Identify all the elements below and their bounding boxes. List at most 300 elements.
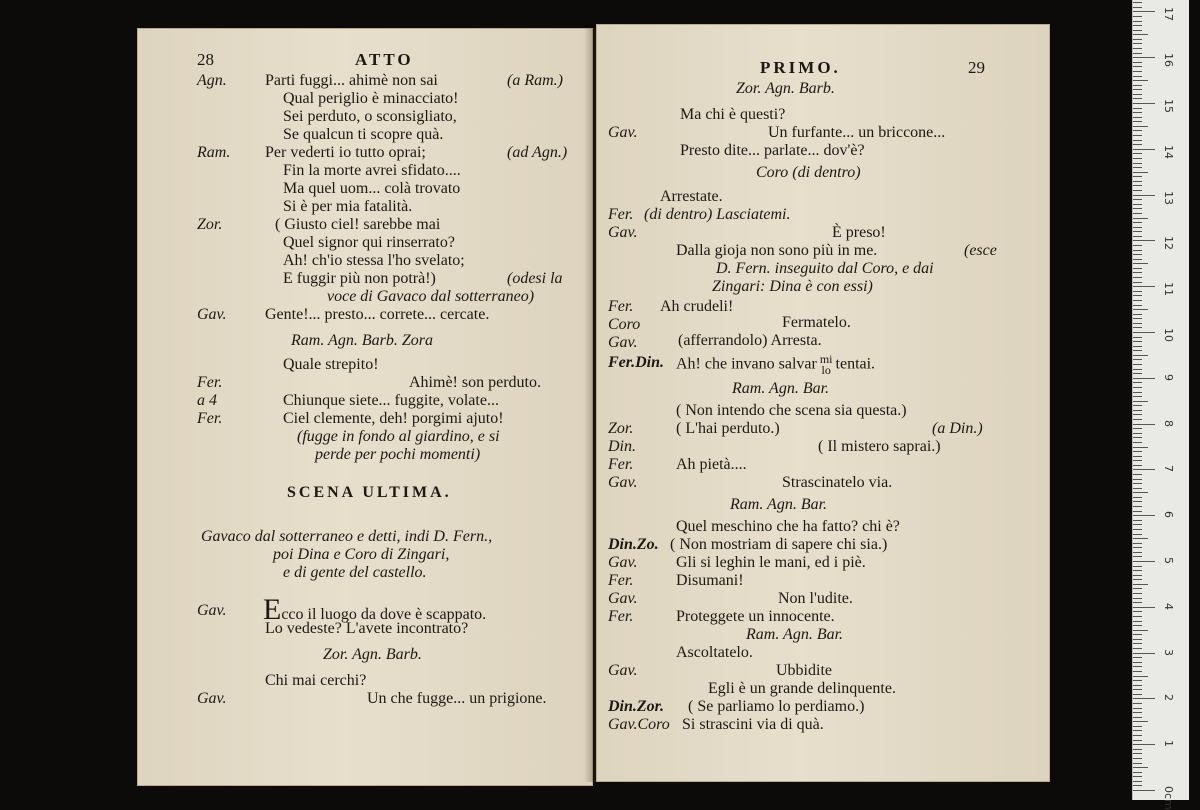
group-heading: Zor. Agn. Barb. bbox=[736, 80, 835, 97]
ruler-tick bbox=[1133, 401, 1148, 402]
ruler-tick bbox=[1133, 447, 1148, 448]
stage-direction: Coro (di dentro) bbox=[756, 164, 861, 181]
speaker-label: Gav. bbox=[608, 474, 638, 491]
ruler-tick bbox=[1133, 625, 1142, 626]
ruler-tick bbox=[1133, 534, 1142, 535]
ruler-tick bbox=[1133, 474, 1142, 475]
ruler-label: 15 bbox=[1162, 99, 1175, 113]
ruler-tick bbox=[1133, 483, 1142, 484]
ruler-tick bbox=[1133, 634, 1142, 635]
speaker-label: Zor. bbox=[608, 420, 634, 437]
verse-line: Sei perduto, o sconsigliato, bbox=[283, 108, 457, 125]
scene-description: poi Dina e Coro di Zingari, bbox=[273, 546, 450, 563]
ruler-label: 3 bbox=[1162, 648, 1175, 656]
ruler-tick bbox=[1133, 721, 1148, 722]
ruler-label: 11 bbox=[1162, 282, 1175, 297]
ruler-tick bbox=[1133, 117, 1142, 118]
ruler-tick bbox=[1133, 538, 1148, 539]
ruler-tick bbox=[1133, 48, 1142, 49]
speaker-label: Gav. bbox=[608, 554, 638, 571]
ruler-tick bbox=[1133, 396, 1142, 397]
ruler-tick bbox=[1133, 71, 1142, 72]
ruler-label: 2 bbox=[1162, 694, 1175, 702]
ruler-tick bbox=[1133, 53, 1142, 54]
verse-line: Ah pietà.... bbox=[676, 456, 747, 473]
ruler-tick bbox=[1133, 593, 1142, 594]
ruler-tick bbox=[1133, 144, 1142, 145]
verse-line: Ah! ch'io stessa l'ho svelato; bbox=[283, 252, 465, 269]
ruler-tick bbox=[1133, 108, 1142, 109]
ruler-tick bbox=[1133, 602, 1142, 603]
verse-line: È preso! bbox=[832, 224, 886, 241]
ruler-tick bbox=[1133, 575, 1142, 576]
ruler-tick bbox=[1133, 240, 1155, 241]
ruler-tick bbox=[1133, 153, 1142, 154]
speaker-label: Din.Zor. bbox=[608, 698, 665, 715]
ruler-tick bbox=[1133, 295, 1142, 296]
ruler-tick bbox=[1133, 611, 1142, 612]
ruler-tick bbox=[1133, 222, 1142, 223]
ruler-tick bbox=[1133, 749, 1142, 750]
ruler-tick bbox=[1133, 259, 1142, 260]
verse-line: Non l'udite. bbox=[778, 590, 853, 607]
verse-line: ( Giusto ciel! sarebbe mai bbox=[275, 216, 441, 233]
verse-line: Fermatelo. bbox=[782, 314, 851, 331]
ruler-tick bbox=[1133, 121, 1142, 122]
verse-line: Dalla gioja non sono più in me. bbox=[676, 242, 878, 259]
speaker-label: Fer. bbox=[608, 572, 634, 589]
verse-line: Proteggete un innocente. bbox=[676, 608, 835, 625]
verse-line: Arrestate. bbox=[660, 188, 723, 205]
ruler-tick bbox=[1133, 676, 1148, 677]
verse-line: Ah crudeli! bbox=[660, 298, 734, 315]
speaker-label: Gav. bbox=[608, 662, 638, 679]
ruler-tick bbox=[1133, 21, 1142, 22]
ruler-tick bbox=[1133, 369, 1142, 370]
ruler-tick bbox=[1133, 250, 1142, 251]
ruler-tick bbox=[1133, 135, 1142, 136]
ruler-tick bbox=[1133, 337, 1142, 338]
ruler-tick bbox=[1133, 7, 1142, 8]
ruler-tick bbox=[1133, 355, 1148, 356]
ruler-tick bbox=[1133, 30, 1142, 31]
group-heading: Ram. Agn. Bar. bbox=[746, 626, 844, 643]
stage-direction: (a Ram.) bbox=[507, 72, 563, 89]
ruler-label: 4 bbox=[1162, 602, 1175, 610]
ruler-label: 0cm bbox=[1162, 786, 1175, 810]
ruler-tick bbox=[1133, 643, 1142, 644]
ruler-tick bbox=[1133, 561, 1155, 562]
ruler-tick bbox=[1133, 648, 1142, 649]
ruler-tick bbox=[1133, 543, 1142, 544]
ruler-tick bbox=[1133, 140, 1142, 141]
ruler-tick bbox=[1133, 286, 1155, 287]
ruler-tick bbox=[1133, 497, 1142, 498]
stage-direction: voce di Gavaco dal sotterraneo) bbox=[327, 288, 535, 305]
page-header: PRIMO. bbox=[760, 58, 841, 77]
ruler-tick bbox=[1133, 98, 1142, 99]
stage-direction: (ad Agn.) bbox=[507, 144, 568, 161]
verse-line: Disumani! bbox=[676, 572, 744, 589]
ruler-tick bbox=[1133, 437, 1142, 438]
verse-line: (di dentro) Lasciatemi. bbox=[644, 206, 791, 223]
speaker-label: Fer. bbox=[197, 374, 223, 391]
ruler-label: 5 bbox=[1162, 557, 1175, 564]
verse-line: Ahimè! son perduto. bbox=[409, 374, 541, 391]
stage-direction: perde per pochi momenti) bbox=[315, 446, 481, 463]
verse-line: Presto dite... parlate... dov'è? bbox=[680, 142, 865, 159]
ruler-label: 10 bbox=[1162, 328, 1175, 342]
ruler-tick bbox=[1133, 291, 1142, 292]
verse-line: Lo vedeste? L'avete incontrato? bbox=[265, 620, 469, 637]
ruler-tick bbox=[1133, 43, 1142, 44]
ruler-tick bbox=[1133, 730, 1142, 731]
speaker-label: Fer. bbox=[608, 206, 634, 223]
ruler-tick bbox=[1133, 130, 1142, 131]
ruler-tick bbox=[1133, 781, 1142, 782]
speaker-label: Gav. bbox=[197, 602, 227, 619]
ruler-tick bbox=[1133, 763, 1142, 764]
ruler-tick bbox=[1133, 584, 1148, 585]
ruler-tick bbox=[1133, 456, 1142, 457]
verse-line: Quale strepito! bbox=[283, 356, 379, 373]
ruler-tick bbox=[1133, 66, 1142, 67]
ruler-tick bbox=[1133, 616, 1142, 617]
ruler-tick bbox=[1133, 167, 1142, 168]
ruler-tick bbox=[1133, 744, 1155, 745]
verse-line: ( Il mistero saprai.) bbox=[818, 438, 941, 455]
ruler-tick bbox=[1133, 753, 1142, 754]
ruler-tick bbox=[1133, 621, 1142, 622]
verse-line: Ah! che invano salvar bbox=[676, 355, 817, 373]
ruler-tick bbox=[1133, 740, 1142, 741]
ruler-tick bbox=[1133, 359, 1142, 360]
ruler-tick bbox=[1133, 346, 1142, 347]
ruler-tick bbox=[1133, 501, 1142, 502]
variant-lower: lo bbox=[821, 363, 831, 377]
ruler-tick bbox=[1133, 227, 1142, 228]
verse-line: Egli è un grande delinquente. bbox=[708, 680, 896, 697]
ruler-tick bbox=[1133, 218, 1148, 219]
ruler-tick bbox=[1133, 460, 1142, 461]
verse-line: Fin la morte avrei sfidato.... bbox=[283, 162, 461, 179]
ruler-tick bbox=[1133, 414, 1142, 415]
speaker-label: Zor. bbox=[197, 216, 223, 233]
ruler-tick bbox=[1133, 62, 1142, 63]
page-number: 28 bbox=[197, 50, 214, 69]
ruler-tick bbox=[1133, 419, 1142, 420]
ruler-tick bbox=[1133, 703, 1142, 704]
speaker-label: Din. bbox=[608, 438, 636, 455]
ruler-tick bbox=[1133, 689, 1142, 690]
ruler-tick bbox=[1133, 204, 1142, 205]
ruler-tick bbox=[1133, 758, 1142, 759]
verse-line: Un furfante... un briccone... bbox=[768, 124, 946, 141]
stage-direction: (fugge in fondo al giardino, e si bbox=[297, 428, 500, 445]
ruler-tick bbox=[1133, 34, 1148, 35]
ruler-tick bbox=[1133, 323, 1142, 324]
ruler-tick bbox=[1133, 76, 1142, 77]
ruler-tick bbox=[1133, 2, 1142, 3]
ruler-tick bbox=[1133, 387, 1142, 388]
ruler-tick bbox=[1133, 208, 1142, 209]
ruler-tick bbox=[1133, 708, 1142, 709]
measuring-ruler bbox=[1132, 0, 1189, 810]
speaker-label: Din.Zo. bbox=[608, 536, 659, 553]
ruler-tick bbox=[1133, 451, 1142, 452]
speaker-label: Fer. bbox=[608, 608, 634, 625]
variant-stack bbox=[820, 354, 833, 376]
speaker-label: Ram. bbox=[197, 144, 231, 161]
ruler-tick bbox=[1133, 666, 1142, 667]
ruler-tick bbox=[1133, 511, 1142, 512]
ruler-tick bbox=[1133, 630, 1148, 631]
verse-line: ( Se parliamo lo perdiamo.) bbox=[688, 698, 865, 715]
ruler-tick bbox=[1133, 327, 1142, 328]
ruler-tick bbox=[1133, 607, 1155, 608]
ruler-tick bbox=[1133, 712, 1142, 713]
verse-line: Quel signor qui rinserrato? bbox=[283, 234, 455, 251]
group-heading: Ram. Agn. Bar. bbox=[730, 496, 828, 513]
ruler-tick bbox=[1133, 94, 1142, 95]
scene-description: e di gente del castello. bbox=[283, 564, 427, 581]
ruler-tick bbox=[1133, 392, 1142, 393]
ruler-tick bbox=[1133, 245, 1142, 246]
ruler-tick bbox=[1133, 314, 1142, 315]
ruler-tick bbox=[1133, 85, 1142, 86]
ruler-tick bbox=[1133, 282, 1142, 283]
verse-line: Ascoltatelo. bbox=[676, 644, 753, 661]
ruler-tick bbox=[1133, 469, 1155, 470]
ruler-tick bbox=[1133, 112, 1142, 113]
ruler-tick bbox=[1133, 735, 1142, 736]
stage-direction: (odesi la bbox=[507, 270, 563, 287]
ruler-tick bbox=[1133, 318, 1142, 319]
ruler-label: 6 bbox=[1162, 511, 1175, 519]
ruler-tick bbox=[1133, 698, 1155, 699]
ruler-label: 16 bbox=[1162, 53, 1175, 68]
ruler-tick bbox=[1133, 662, 1142, 663]
group-heading: Zor. Agn. Barb. bbox=[323, 646, 422, 663]
ruler-tick bbox=[1133, 236, 1142, 237]
ruler-tick bbox=[1133, 25, 1142, 26]
verse-line: (afferrandolo) Arresta. bbox=[678, 332, 822, 349]
ruler-label: 7 bbox=[1162, 465, 1175, 473]
ruler-tick bbox=[1133, 598, 1142, 599]
verse-line: Gente!... presto... correte... cercate. bbox=[265, 306, 490, 323]
ruler-tick bbox=[1133, 776, 1142, 777]
speaker-label: Gav. bbox=[197, 690, 227, 707]
ruler-label: 1 bbox=[1162, 740, 1175, 748]
ruler-label: 17 bbox=[1162, 7, 1175, 22]
group-heading: Ram. Agn. Bar. bbox=[732, 380, 830, 397]
right-page bbox=[596, 24, 1050, 782]
stage-direction: D. Fern. inseguito dal Coro, e dai bbox=[716, 260, 934, 277]
verse-line: Gli si leghin le mani, ed i piè. bbox=[676, 554, 866, 571]
ruler-tick bbox=[1133, 149, 1155, 150]
ruler-tick bbox=[1133, 680, 1142, 681]
ruler-tick bbox=[1133, 16, 1142, 17]
ruler-tick bbox=[1133, 671, 1142, 672]
ruler-tick bbox=[1133, 552, 1142, 553]
ruler-tick bbox=[1133, 685, 1142, 686]
verse-line: Si è per mia fatalità. bbox=[283, 198, 413, 215]
ruler-tick bbox=[1133, 442, 1142, 443]
stage-direction: (a Din.) bbox=[932, 420, 983, 437]
verse-line: Se qualcun ti scopre quà. bbox=[283, 126, 444, 143]
ruler-tick bbox=[1133, 172, 1148, 173]
ruler-label: 14 bbox=[1162, 144, 1175, 159]
speaker-label: Gav. bbox=[608, 124, 638, 141]
speaker-label: a 4 bbox=[197, 392, 217, 409]
stage-direction: (esce bbox=[964, 242, 997, 259]
speaker-label: Fer.Din. bbox=[608, 354, 665, 371]
ruler-tick bbox=[1133, 588, 1142, 589]
speaker-label: Gav. bbox=[608, 590, 638, 607]
ruler-label: 13 bbox=[1162, 190, 1175, 205]
ruler-tick bbox=[1133, 428, 1142, 429]
speaker-label: Gav. bbox=[608, 224, 638, 241]
ruler-tick bbox=[1133, 350, 1142, 351]
ruler-label: 8 bbox=[1162, 419, 1175, 427]
verse-line: ( Non intendo che scena sia questa.) bbox=[676, 402, 907, 419]
verse-line: ( L'hai perduto.) bbox=[676, 420, 780, 437]
verse-line: Strascinatelo via. bbox=[782, 474, 893, 491]
verse-line: Chi mai cerchi? bbox=[265, 672, 367, 689]
ruler-tick bbox=[1133, 785, 1142, 786]
ruler-tick bbox=[1133, 126, 1148, 127]
ruler-tick bbox=[1133, 268, 1142, 269]
speaker-label: Fer. bbox=[197, 410, 223, 427]
scene-description: Gavaco dal sotterraneo e detti, indi D. Fern., bbox=[201, 528, 493, 545]
speaker-label: Gav. bbox=[608, 334, 638, 351]
ruler-tick bbox=[1133, 529, 1142, 530]
ruler-tick bbox=[1133, 231, 1142, 232]
ruler-tick bbox=[1133, 80, 1148, 81]
verse-line: Chiunque siete... fuggite, volate... bbox=[283, 392, 499, 409]
verse-line: Parti fuggi... ahimè non sai bbox=[265, 72, 438, 89]
ruler-tick bbox=[1133, 373, 1142, 374]
verse-line: Per vederti io tutto oprai; bbox=[265, 144, 426, 161]
ruler-tick bbox=[1133, 506, 1142, 507]
ruler-label: 9 bbox=[1162, 373, 1175, 381]
ruler-tick bbox=[1133, 300, 1142, 301]
ruler-tick bbox=[1133, 547, 1142, 548]
verse-line-with-variant bbox=[676, 354, 875, 376]
ruler-tick bbox=[1133, 492, 1148, 493]
ruler-tick bbox=[1133, 767, 1148, 768]
ruler-tick bbox=[1133, 566, 1142, 567]
stage-direction: Zingari: Dina è con essi) bbox=[712, 278, 873, 295]
verse-line: Si strascini via di quà. bbox=[682, 716, 824, 733]
ruler-tick bbox=[1133, 11, 1155, 12]
ruler-tick bbox=[1133, 305, 1142, 306]
ruler-tick bbox=[1133, 524, 1142, 525]
ruler-tick bbox=[1133, 639, 1142, 640]
verse-line: Quel meschino che ha fatto? chi è? bbox=[676, 518, 900, 535]
verse-line: Ubbidite bbox=[776, 662, 832, 679]
verse-line: Qual periglio è minacciato! bbox=[283, 90, 459, 107]
ruler-tick bbox=[1133, 465, 1142, 466]
ruler-tick bbox=[1133, 556, 1142, 557]
ruler-tick bbox=[1133, 479, 1142, 480]
group-heading: Ram. Agn. Barb. Zora bbox=[291, 332, 433, 349]
ruler-tick bbox=[1133, 158, 1142, 159]
ruler-tick bbox=[1133, 410, 1142, 411]
ruler-tick bbox=[1133, 89, 1142, 90]
verse-line: Ma quel uom... colà trovato bbox=[283, 180, 461, 197]
ruler-tick bbox=[1133, 213, 1142, 214]
ruler-tick bbox=[1133, 657, 1142, 658]
ruler-tick bbox=[1133, 570, 1142, 571]
ruler-tick bbox=[1133, 39, 1142, 40]
ruler-tick bbox=[1133, 309, 1148, 310]
ruler-tick bbox=[1133, 199, 1142, 200]
variant-upper: mi bbox=[819, 352, 833, 366]
ruler-tick bbox=[1133, 515, 1155, 516]
speaker-label: Coro bbox=[608, 316, 641, 333]
ruler-tick bbox=[1133, 579, 1142, 580]
verse-line: cco il luogo da dove è scappato. bbox=[281, 606, 487, 623]
ruler-tick bbox=[1133, 364, 1142, 365]
speaker-label: Fer. bbox=[608, 298, 634, 315]
ruler-tick bbox=[1133, 185, 1142, 186]
verse-line: Ciel clemente, deh! porgimi ajuto! bbox=[283, 410, 504, 427]
ruler-tick bbox=[1133, 382, 1142, 383]
scene-title: SCENA ULTIMA. bbox=[287, 484, 452, 501]
speaker-label: Gav. bbox=[197, 306, 227, 323]
ruler-tick bbox=[1133, 433, 1142, 434]
ruler-tick bbox=[1133, 181, 1142, 182]
ruler-tick bbox=[1133, 378, 1155, 379]
ruler-tick bbox=[1133, 424, 1155, 425]
ruler-tick bbox=[1133, 163, 1142, 164]
ruler-tick bbox=[1133, 332, 1155, 333]
speaker-label: Agn. bbox=[197, 72, 227, 89]
left-page bbox=[137, 28, 593, 786]
ruler-tick bbox=[1133, 653, 1155, 654]
page-header: ATTO bbox=[355, 50, 414, 69]
ruler-tick bbox=[1133, 405, 1142, 406]
ruler-tick bbox=[1133, 57, 1155, 58]
ruler-tick bbox=[1133, 790, 1155, 791]
ruler-tick bbox=[1133, 694, 1142, 695]
page-number: 29 bbox=[968, 58, 985, 77]
drop-cap: E bbox=[263, 593, 282, 626]
ruler-tick bbox=[1133, 488, 1142, 489]
verse-line: Ma chi è questi? bbox=[680, 106, 786, 123]
ruler-tick bbox=[1133, 272, 1142, 273]
ruler-tick bbox=[1133, 726, 1142, 727]
ruler-tick bbox=[1133, 190, 1142, 191]
speaker-label: Gav.Coro bbox=[608, 716, 670, 733]
ruler-tick bbox=[1133, 341, 1142, 342]
ruler-tick bbox=[1133, 103, 1155, 104]
speaker-label: Fer. bbox=[608, 456, 634, 473]
verse-line-end: tentai. bbox=[835, 355, 876, 373]
ruler-tick bbox=[1133, 772, 1142, 773]
ruler-tick bbox=[1133, 520, 1142, 521]
ruler-tick bbox=[1133, 263, 1148, 264]
verse-line: ( Non mostriam di sapere chi sia.) bbox=[670, 536, 888, 553]
ruler-tick bbox=[1133, 717, 1142, 718]
ruler-tick bbox=[1133, 176, 1142, 177]
ruler-label: 12 bbox=[1162, 236, 1175, 251]
ruler-tick bbox=[1133, 254, 1142, 255]
verse-line: E fuggir più non potrà!) bbox=[283, 270, 436, 287]
ruler-tick bbox=[1133, 195, 1155, 196]
ruler-tick bbox=[1133, 277, 1142, 278]
